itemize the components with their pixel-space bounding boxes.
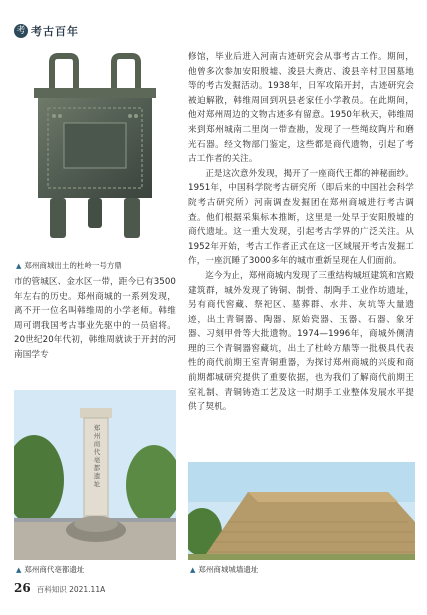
page-number: 26 — [14, 581, 31, 595]
paragraph-2: 正是这次意外发现，揭开了一座商代王都的神秘面纱。1951年，中国科学院考古研究所（即后来的中国社会科学院考古研究所）河南调查发掘团在郑州商城进行考古调查。他们根据采集标本推断，这里是一处早于安阳殷墟的商代遗址。这一重大发现，引起考古学界的广泛关注。从1952年开始，考古工作者正式在这一区域展开考古发掘工作，一座沉睡了3000多年的城市重新呈现在人们面前。 — [188, 168, 414, 267]
caption-marker-icon: ▲ — [16, 565, 22, 574]
ding-photo — [14, 48, 174, 258]
stele-inscription: 郑州商代亳都遗址 — [93, 424, 101, 488]
stele-photo — [14, 390, 176, 560]
paragraph-1: 修馆，毕业后进入河南古迹研究会从事考古工作。期间，他曾多次参加安阳殷墟、浚县大赉店、浚县辛村卫国墓地等的考古发掘活动。1938年，日军攻陷开封，古迹研究会被迫解散，韩维周回到巩县老家任小学教员。在此期间，他对郑州周边的文物古迹多有留意。1950年秋天，韩维周来到郑州城南二里岗一带查勘，发现了一些绳纹陶片和磨光石器。经文物部门鉴定，这些都是商代遗物，引起了考古工作者的关注。 — [188, 52, 414, 165]
caption-marker-icon: ▲ — [16, 261, 22, 270]
section-mark-icon: 考 — [14, 24, 28, 38]
wall-caption: ▲ 郑州商城城墙遗址 — [190, 565, 259, 574]
caption-marker-icon: ▲ — [190, 565, 196, 574]
publication-source: 百科知识 2021.11A — [36, 585, 106, 594]
page-footer — [14, 581, 105, 595]
right-column-text — [188, 50, 414, 415]
left-column-text: 市的管城区、金水区一带，距今已有3500年左右的历史。郑州商城的一系列发现，离不开一位名叫韩维周的小学老师。韩维周可谓我国考古事业先驱中的一员宿将。20世纪20年代初，韩维周就读于开封的河南国学专 — [14, 277, 176, 360]
ding-caption: ▲ 郑州商城出土的杜岭一号方鼎 — [16, 261, 122, 270]
paragraph-3: 迄今为止，郑州商城内发现了三重结构城垣建筑和宫殿建筑群，城外发现了铸铜、制骨、制陶手工业作坊遗址，另有商代窖藏、祭祀区、墓葬群、水井、灰坑等大量遗迹，出土青铜器、陶器、原始瓷器、玉器、石器、象牙器、习刻甲骨等大批遗物。1974—1996年，商城外侧清理的三个青铜器窖藏坑，出土了杜岭方鼎等一批极具代表性的商代前期王室青铜重器，为探讨郑州商城的兴废和商前期都城研究提供了重要依据，也为我们了解商代前期王室礼制、青铜铸造工艺及这一时期手工业整体发展水平提供了契机。 — [188, 270, 414, 413]
section-title: 考古百年 — [31, 25, 79, 38]
bronze-ding-image — [14, 48, 174, 258]
section-header — [14, 22, 79, 40]
stele-caption: ▲ 郑州商代亳都遗址 — [16, 565, 85, 574]
city-wall-photo — [188, 462, 415, 560]
city-wall-image — [188, 462, 415, 560]
